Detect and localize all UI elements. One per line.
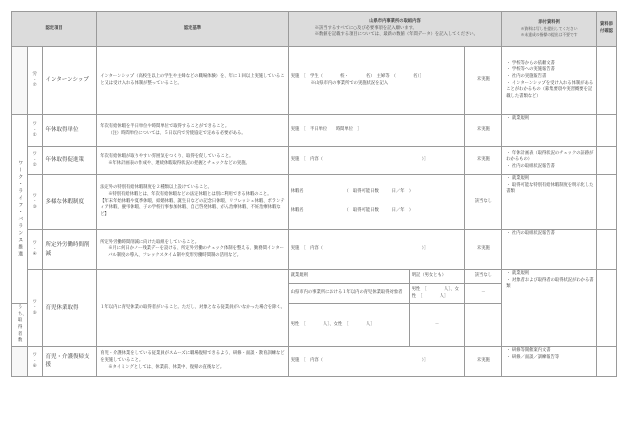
status-cell[interactable]: 該当なし <box>465 270 502 284</box>
item-criteria: インターンシップ（高校生以上の学生や主婦などの職場体験）を、年に１回以上実施していること又は受け入れる体制が整っていること。 <box>97 47 288 115</box>
item-name: 所定外労働時間削減 <box>42 230 97 270</box>
check-cell[interactable] <box>596 147 616 175</box>
status-cell[interactable]: 未実施 <box>465 346 502 376</box>
doc-item: ・ 社内の取組状況報告書 <box>506 163 555 169</box>
status-cell[interactable]: 未実施 <box>465 147 502 175</box>
doc-item: ・ 就業規則 <box>506 116 530 121</box>
item-name: インターンシップ <box>42 47 97 115</box>
item-name: 育児休業取得 <box>42 270 97 347</box>
sub-label: うち、取得者数 <box>12 304 28 347</box>
check-cell[interactable] <box>596 175 616 230</box>
check-cell[interactable] <box>596 230 616 270</box>
item-criteria: 所定外労働時間削減に向けた取組をしていること。 ※月に何日かノー残業デーを設ける、所定外労働のチェック体制を整える、勤務間インターバル制度の導入、フレックスタイム制や変形労働時間制の活用など。 <box>97 230 288 270</box>
header-docs <box>502 12 597 47</box>
doc-item: ・ インターンシップを受け入れる体制があることがわかるもの（募集要項や実習概要を記載した書類など） <box>506 80 594 99</box>
header-content-title: 山県市内事業所の取組内容 <box>369 19 421 25</box>
status-cell[interactable]: － <box>409 304 465 347</box>
item-code: 労 - ⑦ <box>27 47 42 115</box>
table-row <box>12 47 617 115</box>
header-docs-note1: ※資料は写しを提出してください <box>520 26 578 32</box>
table-row <box>12 230 617 270</box>
item-criteria: 育児・介護休業をしている従業員がスムーズに職場復帰できるよう、研修・面談・教育訓練などを実施していること。 ※タイミングとしては、休業前、休業中、復帰の直後など。 <box>97 346 288 376</box>
sub-value[interactable]: 明記（男女とも） <box>409 270 465 284</box>
item-name: 年休取得単位 <box>42 115 97 147</box>
content-input[interactable]: 実施 ［ 内容（ ）］ <box>288 147 465 175</box>
status-cell[interactable]: － <box>465 284 502 304</box>
header-row <box>12 12 617 47</box>
doc-item: ・ 社内の取組状況報告書 <box>506 231 555 236</box>
item-name: 多様な休暇制度 <box>42 175 97 230</box>
header-item: 認定項目 <box>12 12 97 47</box>
sub-value[interactable]: 男性 ［ 人］、女性 ［ 人］ <box>409 284 465 304</box>
check-cell[interactable] <box>596 346 616 376</box>
content-line: 実施 ［ 学生（ 校・ 名） 主婦等 （ 名）］ <box>290 73 424 79</box>
check-cell[interactable] <box>596 115 616 147</box>
docs-cell <box>502 175 597 230</box>
content-input[interactable] <box>288 47 465 115</box>
category-cell-empty <box>12 47 28 115</box>
table-row <box>12 270 617 284</box>
doc-item: ・ 研修／面談／訓練報告等 <box>506 354 560 360</box>
header-content-note2: ※数値を記載する項目については、最新の数値（年間データ）を記入してください。 <box>314 32 478 38</box>
item-code: ワ - ⑤ <box>27 270 42 347</box>
check-cell[interactable] <box>596 47 616 115</box>
sub-value[interactable]: 男性 ［ 人］、女性 ［ 人］ <box>288 304 409 347</box>
content-line: 休暇名 （ 取得可能日数 日／年 ） <box>290 208 414 213</box>
status-cell[interactable]: 未実施 <box>465 115 502 147</box>
sub-label: 就業規則 <box>288 270 409 284</box>
item-code: ワ - ④ <box>27 230 42 270</box>
docs-cell <box>502 47 597 115</box>
status-cell[interactable]: 未実施 <box>465 47 502 115</box>
header-content-note1: ※該当するすべてに○及び必要事項を記入願います。 <box>314 25 417 31</box>
item-criteria: 年次有給休暇が取りやすい雰囲気をつくり、取得を促していること。 ※年休計画表の作成や、連続休暇取得状況の把握とチェックなどの実施。 <box>97 147 288 175</box>
item-criteria: 法定外の特別有給休暇制度を２種類以上設けていること。 ※特別有給休暇とは、年次有給休暇などの法定休暇とは別に利用できる休暇のこと。 【年末年始休暇や夏季休暇、結婚休暇、誕生日などの記念日休暇、リフレッシュ休暇、ボランティア休暇、慶弔休暇、子の学校行事参加休暇、自己啓発休暇、がん治療休暇、不妊治療休暇など】 <box>97 175 288 230</box>
doc-item: ・ 就業規則 <box>506 176 530 181</box>
sub-label: 山県市内の事業所における１年以内の育児休業取得対象者 <box>288 284 409 304</box>
criteria-table <box>11 11 617 377</box>
docs-cell <box>502 346 597 376</box>
item-criteria: １年以内に育児休業の取得者がいること。ただし、対象となる従業員がいなかった場合を除く。 <box>97 270 288 347</box>
table-row <box>12 346 617 376</box>
doc-item: ・ 年休計画表（取得状況のチェックの証跡がわかるもの） <box>506 150 594 163</box>
category-cell-empty <box>12 346 28 376</box>
docs-cell <box>502 115 597 147</box>
category-label: ワーク・ライフ・バランス推進 <box>12 115 28 304</box>
content-input[interactable] <box>288 175 465 230</box>
table-row <box>12 147 617 175</box>
doc-item: ・ 学校等からの依頼文書 <box>506 60 555 66</box>
item-name: 育児・介護復帰支援 <box>42 346 97 376</box>
table-row <box>12 115 617 147</box>
certification-form <box>11 11 617 377</box>
item-name: 年休取得促進策 <box>42 147 97 175</box>
doc-item: ・ 社内の実施報告書 <box>506 73 547 79</box>
content-input[interactable]: 実施 ［ 内容（ ）］ <box>288 230 465 270</box>
header-content <box>288 12 502 47</box>
doc-item: ・ 就業規則 <box>506 271 530 276</box>
status-cell[interactable]: 該当なし <box>465 175 502 230</box>
doc-item: ・ 研修等開催案内文書 <box>506 347 551 353</box>
docs-cell <box>502 270 597 347</box>
check-cell[interactable] <box>596 270 616 347</box>
item-code: ワ - ① <box>27 115 42 147</box>
docs-cell <box>502 230 597 270</box>
content-input[interactable]: 実施 ［ 内容（ ）］ <box>288 346 465 376</box>
status-cell[interactable]: 未実施 <box>465 230 502 270</box>
item-criteria: 年次有給休暇を半日単位や時間単位で取得することができること。 （注）時間単位については、５日以内で労使協定で定める必要がある。 <box>97 115 288 147</box>
content-note: ※山県市内の事業所での実施状況を記入 <box>310 80 389 86</box>
header-check: 資料添付確認 <box>596 12 616 47</box>
table-row <box>12 175 617 230</box>
header-criteria: 認定基準 <box>97 12 288 47</box>
header-docs-title: 添付資料例 <box>538 19 560 25</box>
item-code: ワ - ③ <box>27 175 42 230</box>
content-line: 休暇名 （ 取得可能日数 日／年 ） <box>290 189 414 195</box>
docs-cell <box>502 147 597 175</box>
doc-item: ・ 対象者および取得者の取得状況がわかる書類 <box>506 277 594 290</box>
doc-item: ・ 学校等への実施報告書 <box>506 67 555 73</box>
item-code: ワ - ⑥ <box>27 346 42 376</box>
content-input[interactable]: 実施 ［ 半日単位 時間単位 ］ <box>288 115 465 147</box>
item-code: ワ - ② <box>27 147 42 175</box>
doc-item: ・ 取得可能な特別有給休暇制度を明示化した書類 <box>506 182 594 195</box>
header-docs-note2: ※未達成の指標の提出は不要です <box>520 32 578 38</box>
